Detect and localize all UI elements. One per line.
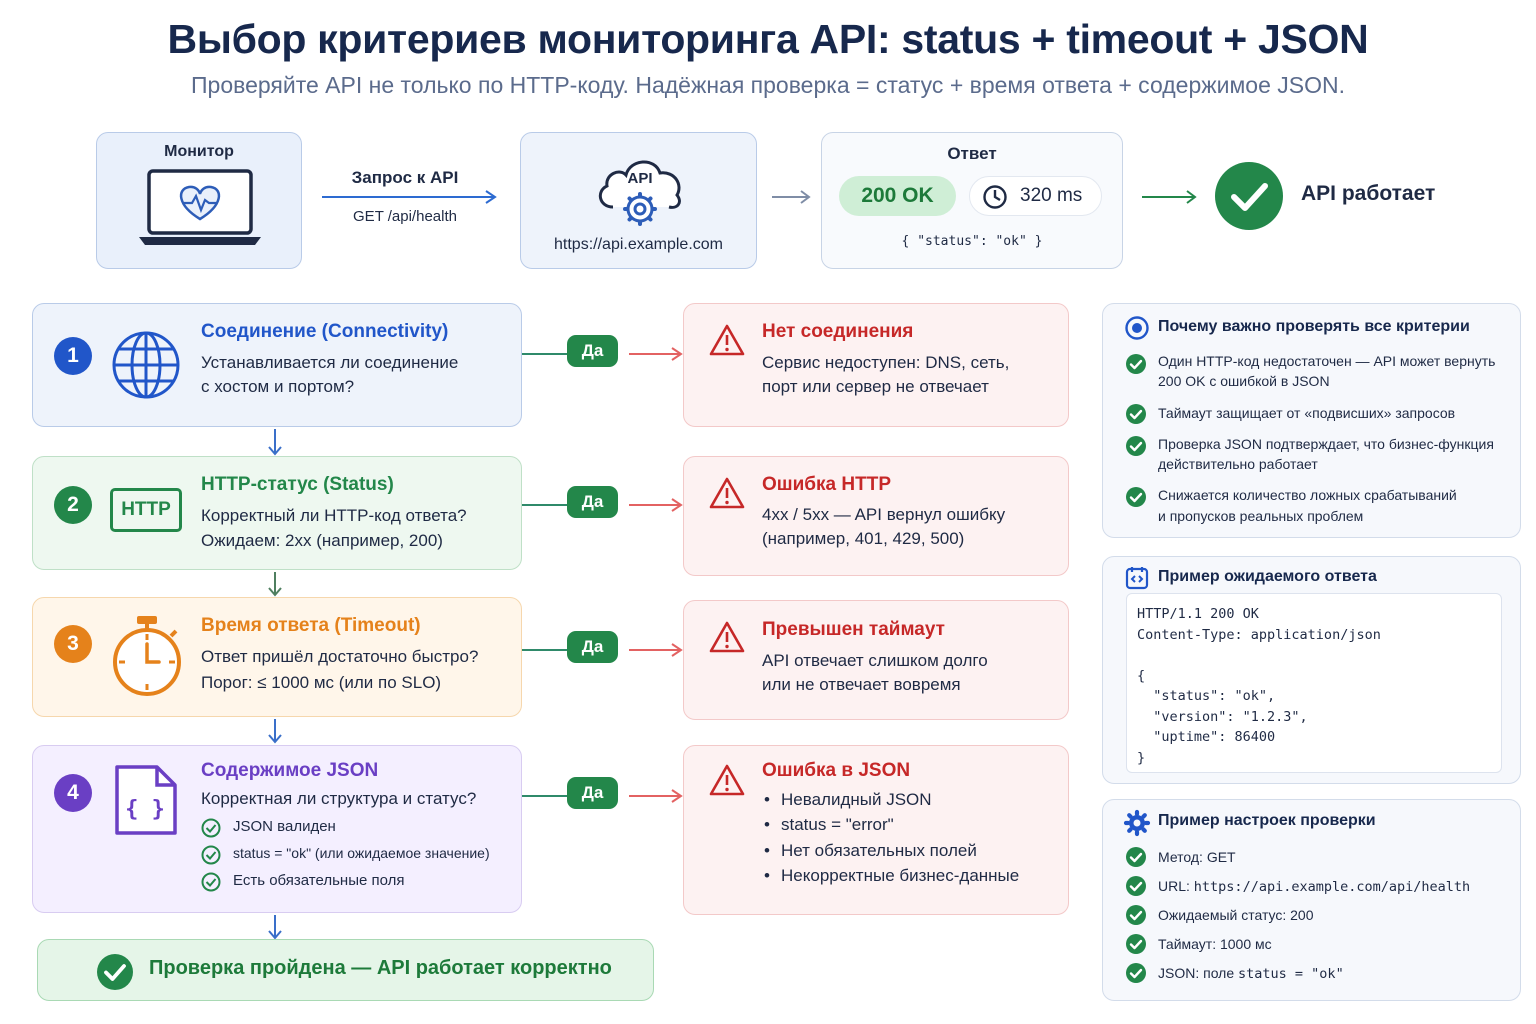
check-circle-icon [1125,933,1147,955]
response-label: Ответ [947,144,997,163]
laptop-heart-icon [137,169,263,249]
warning-icon [709,621,745,653]
criterion-line: Ожидаем: 2xx (например, 200) [201,531,443,550]
globe-icon [111,330,181,400]
error-line: порт или сервер не отвечает [762,377,989,396]
check-circle-icon [1125,435,1147,457]
criterion-title: Время ответа (Timeout) [201,615,421,636]
document-code-icon [1125,566,1149,590]
error-title: Ошибка в JSON [762,760,911,781]
step-number: 4 [54,774,92,812]
error-bullet-dot: • [764,866,770,885]
stopwatch-icon [109,614,185,698]
criterion-json: 4 { } Содержимое JSON Корректная ли структура и статус? JSON валиден status = "ok" (или ожидаемое значение) Есть обязательные поля [32,745,522,913]
why-item: действительно работает [1158,456,1318,472]
error-title: Ошибка HTTP [762,474,891,495]
status-pill: 200 OK [839,176,956,216]
error-http [683,456,1069,576]
monitor-card [96,132,302,269]
criterion-title: Содержимое JSON [201,760,379,781]
step-number: 2 [54,486,92,524]
page-subtitle: Проверяйте API не только по HTTP-коду. Надёжная проверка = статус + время ответа + содержимое JSON. [191,72,1345,98]
error-json [683,745,1069,915]
down-arrow [265,427,285,457]
setting-json-field: JSON: поле status = "ok" [1158,965,1344,982]
criterion-timeout [32,597,522,717]
check-icon [201,818,221,838]
setting-url: URL: https://api.example.com/api/health [1158,878,1471,895]
why-item: Снижается количество ложных срабатываний [1158,487,1457,503]
code-line: "uptime": 86400 [1137,729,1276,745]
response-json: { "status": "ok" } [901,234,1043,249]
code-line: { [1137,667,1146,684]
check-circle-icon [1125,846,1147,868]
error-bullet: status = "error" [781,815,894,834]
criterion-line: Корректный ли HTTP-код ответа? [201,506,467,525]
yes-badge: Да [567,631,618,663]
why-item: Один HTTP-код недостаточен — API может вернуть [1158,353,1496,369]
criterion-line: с хостом и портом? [201,377,355,396]
criterion-http-status [32,456,522,570]
why-item: Таймаут защищает от «подвисших» запросов [1158,405,1456,421]
criterion-line: Корректная ли структура и статус? [201,789,477,808]
why-item: Проверка JSON подтверждает, что бизнес-функция [1158,436,1494,452]
check-icon [201,872,221,892]
monitor-label: Монитор [164,143,234,160]
error-line: 4xx / 5xx — API вернул ошибку [762,505,1006,524]
error-title: Превышен таймаут [762,619,945,640]
check-circle-icon [1125,486,1147,508]
response-arrow [770,190,814,204]
request-path: GET /api/health [353,208,457,225]
error-bullet-dot: • [764,815,770,834]
check-circle-icon [1125,875,1147,897]
step-number: 1 [54,337,92,375]
why-panel [1102,303,1521,538]
error-line: Сервис недоступен: DNS, сеть, [762,353,1010,372]
pass-banner [37,939,654,1001]
error-bullet-dot: • [764,790,770,809]
response-card [821,132,1123,269]
cloud-gear-icon [593,147,687,227]
why-item: 200 OK с ошибкой в JSON [1158,373,1330,389]
code-block [1126,593,1502,773]
time-value: 320 ms [1020,185,1083,206]
code-line [1137,645,1381,666]
why-item: и пропусков реальных проблем [1158,508,1364,524]
http-icon: HTTP [110,488,182,532]
check-circle-icon [1125,904,1147,926]
criterion-title: HTTP-статус (Status) [201,474,394,495]
error-connection [683,303,1069,427]
api-url: https://api.example.com [554,236,723,253]
yes-badge: Да [567,486,618,518]
result-arrow [1140,190,1200,204]
error-bullet-dot: • [764,841,770,860]
error-line: или не отвечает вовремя [762,675,961,694]
request-arrow [322,190,502,204]
yes-badge: Да [567,777,618,809]
info-badge-icon [1125,316,1149,340]
settings-title: Пример настроек проверки [1158,812,1376,829]
down-arrow [265,913,285,941]
criterion-line: Устанавливается ли соединение [201,353,459,372]
error-bullet: Невалидный JSON [781,790,932,809]
code-line: "status": "ok", [1137,688,1276,704]
warning-icon [709,324,745,356]
why-title: Почему важно проверять все критерии [1158,318,1470,335]
json-file-icon [113,763,179,837]
code-line: HTTP/1.1 200 OK [1137,606,1259,622]
error-bullet: Нет обязательных полей [781,841,977,860]
code-line: } [1137,749,1146,766]
error-title: Нет соединения [762,321,914,342]
json-braces: { } [125,797,165,822]
api-badge: API [627,170,653,187]
criterion-connectivity [32,303,522,427]
error-bullet: Некорректные бизнес-данные [781,866,1020,885]
code-line: Content-Type: application/json [1137,626,1381,643]
down-arrow [265,570,285,598]
success-check-icon [1214,161,1284,231]
check-circle-icon [1125,962,1147,984]
error-timeout [683,600,1069,720]
clock-icon [982,184,1008,210]
error-line: (например, 401, 429, 500) [762,529,965,548]
check-icon [201,845,221,865]
api-works-label: API работает [1301,182,1436,205]
check-circle-icon [96,953,134,991]
setting-expected-status: Ожидаемый статус: 200 [1158,907,1314,923]
api-card [520,132,757,269]
example-title: Пример ожидаемого ответа [1158,568,1377,585]
example-panel [1102,556,1521,784]
code-text [1137,604,1381,768]
time-pill [969,176,1102,216]
setting-method: Метод: GET [1158,849,1236,865]
yes-badge: Да [567,335,618,367]
request-label: Запрос к API [351,168,459,187]
criterion-line: Порог: ≤ 1000 мс (или по SLO) [201,673,442,692]
settings-panel [1102,799,1521,1001]
gear-icon [1124,810,1150,836]
pass-label: Проверка пройдена — API работает корректно [149,957,612,979]
setting-timeout: Таймаут: 1000 мс [1158,936,1272,952]
check-circle-icon [1125,353,1147,375]
criterion-title: Соединение (Connectivity) [201,321,449,342]
page-title: Выбор критериев мониторинга API: status + timeout + JSON [167,16,1369,62]
check-circle-icon [1125,403,1147,425]
warning-icon [709,477,745,509]
warning-icon [709,764,745,796]
criterion-line: Ответ пришёл достаточно быстро? [201,647,479,666]
step-number: 3 [54,625,92,663]
error-line: API отвечает слишком долго [762,651,988,670]
code-line: "version": "1.2.3", [1137,708,1308,725]
down-arrow [265,717,285,745]
